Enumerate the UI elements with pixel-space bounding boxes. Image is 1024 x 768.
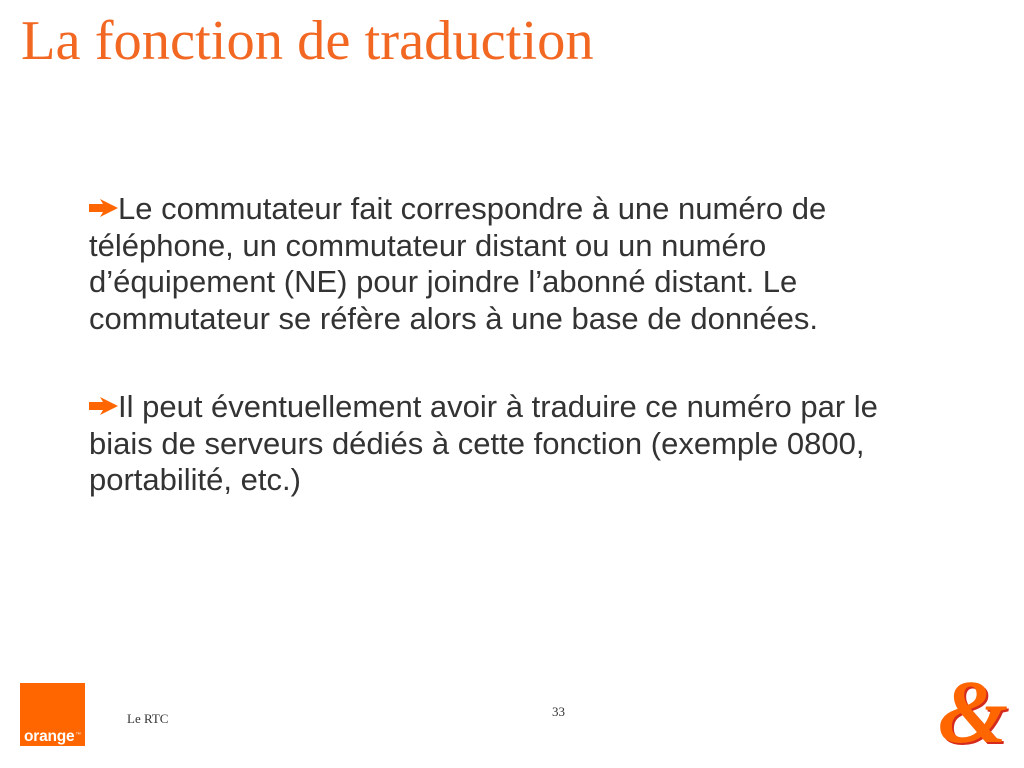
slide-title: La fonction de traduction — [21, 10, 594, 72]
bullet-text: Il peut éventuellement avoir à traduire ce numéro par le biais de serveurs dédiés à cette fonction (exemple 0800, portabilité, etc.) — [89, 389, 878, 497]
bullet-item — [89, 191, 905, 337]
trademark-symbol: ™ — [75, 732, 81, 738]
ampersand-logo: & — [938, 663, 1009, 762]
orange-logo — [20, 683, 85, 746]
arrow-right-icon-shape — [89, 199, 118, 217]
page-number: 33 — [552, 704, 565, 719]
orange-logo-wordmark — [24, 728, 81, 745]
footer-section-label: Le RTC — [127, 711, 169, 726]
arrow-right-icon — [89, 199, 118, 217]
bullet-item — [89, 389, 905, 499]
arrow-right-icon — [89, 397, 118, 415]
arrow-right-icon-shape — [89, 397, 118, 415]
bullet-list — [89, 191, 905, 499]
bullet-text: Le commutateur fait correspondre à une numéro de téléphone, un commutateur distant ou un numéro d’équipement (NE) pour joindre l’abonné distant. Le commutateur se réfère alors à une base de données. — [89, 191, 827, 336]
orange-logo-text: orange — [24, 728, 75, 745]
